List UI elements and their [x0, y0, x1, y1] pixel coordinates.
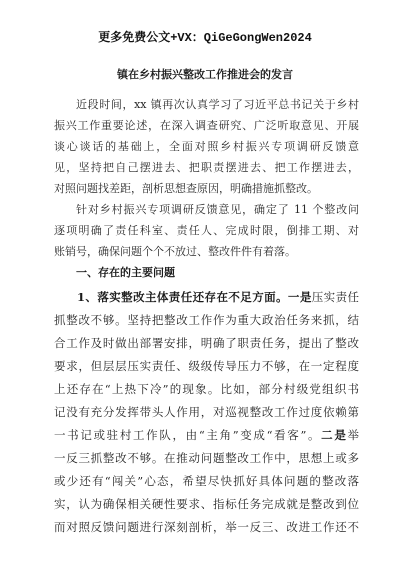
document-title: 镇在乡村振兴整改工作推进会的发言	[117, 68, 293, 81]
item-1-line-8: 一反三抓整改不够。在推动问题整改工作中，思想上或多	[54, 451, 359, 465]
item-1-line-1	[54, 286, 359, 309]
item-1-point-label: 二是	[321, 428, 348, 442]
header-banner: 更多免费公文+VX：QiGeGongWen2024	[98, 31, 312, 45]
item-1-paragraph	[54, 286, 359, 539]
task-line-1: 针对乡村振兴专项调研反馈意见，确定了 11 个整改问	[76, 203, 359, 216]
intro-line-5: 对照问题找差距，剖析思想查原因，明确措施抓整改。	[54, 182, 318, 195]
task-paragraph	[54, 199, 359, 262]
item-1-text: 举	[347, 428, 359, 442]
item-1-line-9: 或少还有“闯关”心态，希望尽快抓好具体问题的整改落	[54, 474, 359, 488]
item-1-line-6: 记没有充分发挥带头人作用，对巡视整改工作过度依赖第	[54, 405, 359, 419]
intro-line-2: 振兴工作重要论述，在深入调查研究、广泛听取意见、开展	[54, 119, 359, 132]
item-1-line-3: 合工作及时做出部署安排，明确了职责任务，提出了整改	[54, 336, 359, 350]
task-line-3: 账销号，确保问题个个不放过、整改件件有着落。	[54, 245, 296, 258]
item-1-line-5: 上还存在“上热下冷”的现象。比如，部分村级党组织书	[54, 382, 359, 396]
item-1-title: 1、落实整改主体责任还存在不足方面。一是	[77, 290, 312, 304]
section-heading-block	[54, 262, 359, 283]
item-1-line-10: 实，认为确保相关硬性要求、指标任务完成就是整改到位	[54, 497, 359, 511]
item-1-line-7	[54, 424, 359, 447]
intro-line-3: 谈心谈话的基础上，全面对照乡村振兴专项调研反馈意	[54, 140, 359, 153]
item-1-line-11: 而对照反馈问题进行深刻剖析，举一反三、改进工作还不	[54, 520, 359, 534]
section-heading: 一、存在的主要问题	[76, 266, 175, 279]
item-1-text: 一书记或驻村工作队，由“主角”变成“看客”。	[54, 428, 322, 442]
task-line-2: 逐项明确了责任科室、责任人、完成时限，倒排工期、对	[54, 224, 359, 237]
item-1-line-4: 要求，但层层压实责任、级级传导压力不够，在一定程度	[54, 359, 359, 373]
intro-line-1: 近段时间，xx 镇再次认真学习了习近平总书记关于乡村	[76, 98, 359, 111]
intro-paragraph	[54, 94, 359, 199]
item-1-text: 压实责任	[311, 290, 359, 304]
item-1-line-2: 抓整改不够。坚持把整改工作作为重大政治任务来抓，结	[54, 313, 359, 327]
intro-line-4: 见，坚持把自己摆进去、把职责摆进去、把工作摆进去，	[54, 161, 359, 174]
